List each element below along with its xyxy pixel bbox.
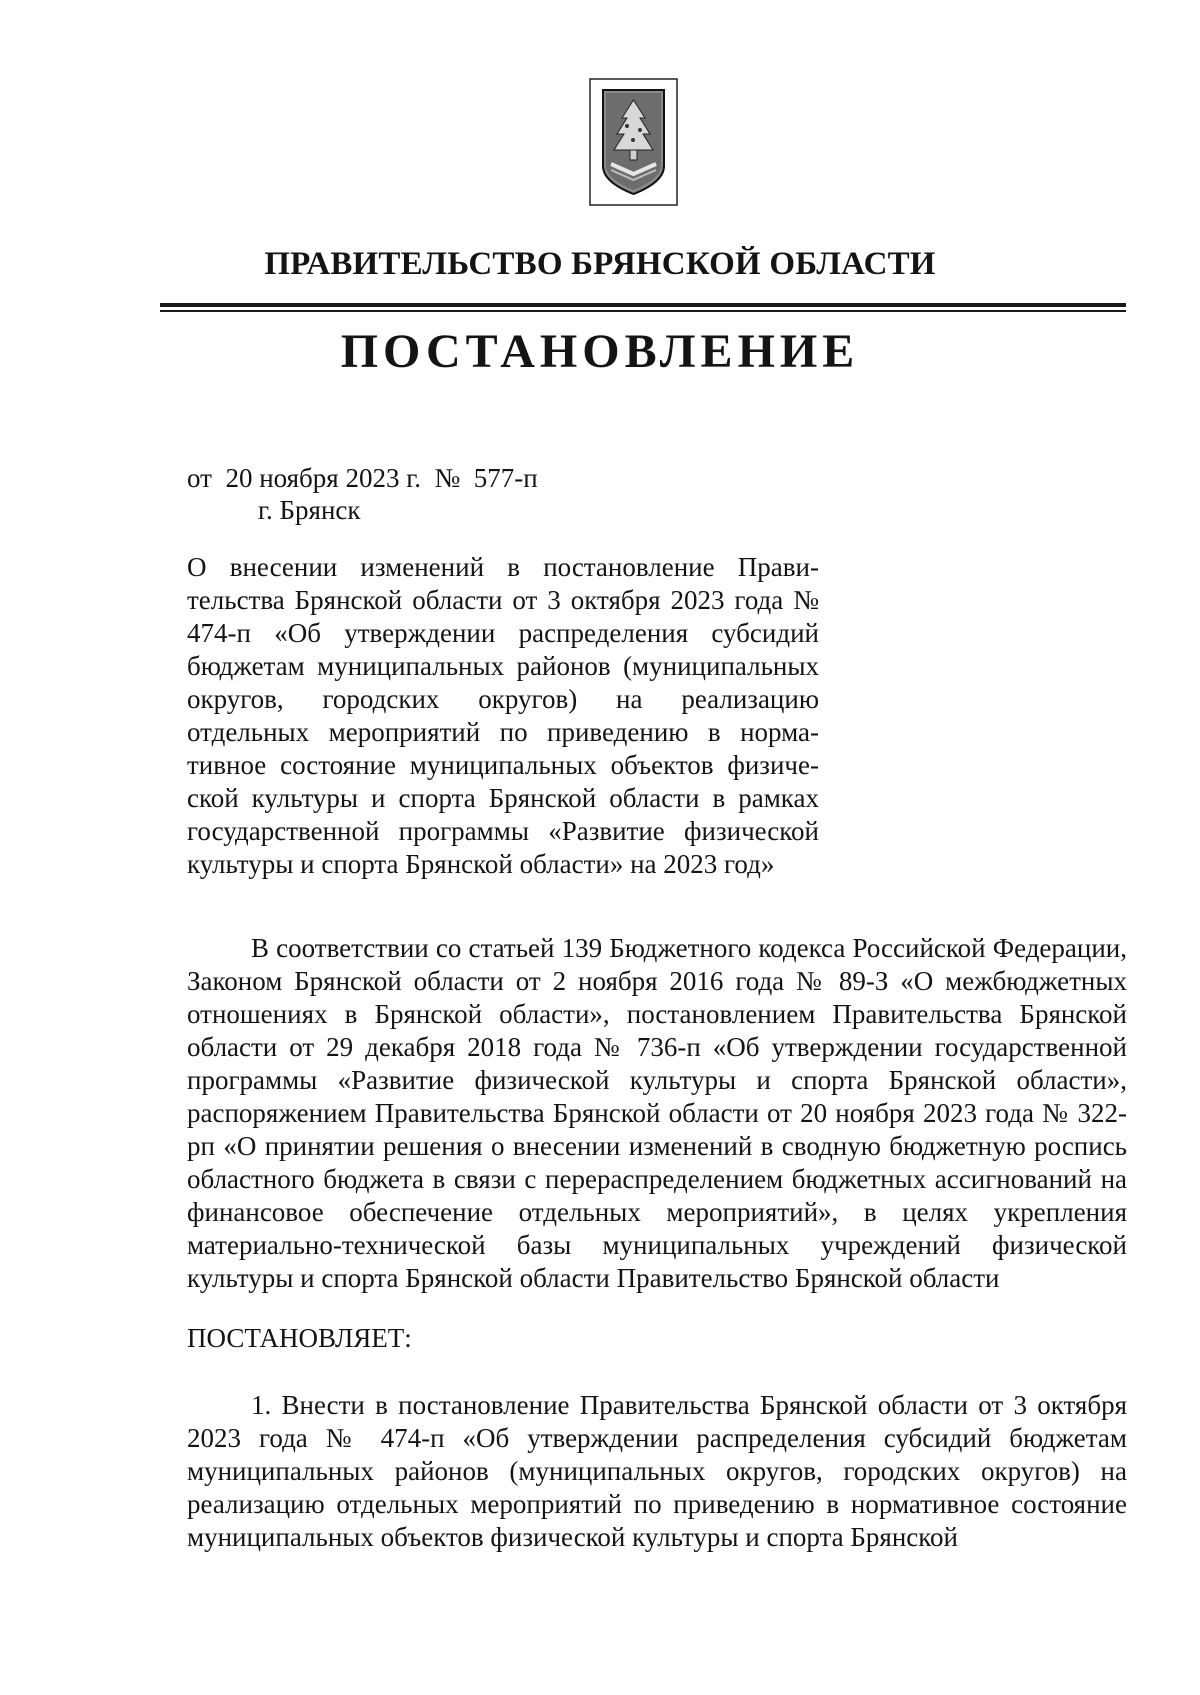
header-rule-thick bbox=[160, 303, 1126, 307]
document-type-title: ПОСТАНОВЛЕНИЕ bbox=[340, 325, 860, 378]
document-date-number: от 20 ноября 2023 г. № 577-п bbox=[187, 463, 538, 493]
preamble-paragraph: В соответствии со статьей 139 Бюджетного кодекса Российской Федерации, Законом Брянской области от 2 ноября 2016 года № 89-З «О межбюджетных отношениях в Брянской области», постановлением Правительства Брянской области от 29 декабря 2018 года № 736-п «Об утверждении государственной программы «Развитие физической культуры и спорта Брянской области», распоряжением Правительства Брянской области от 20 ноября 2023 года № 322-рп «О принятии решения о внесении изменений в сводную бюджетную роспись областного бюджета в связи с перераспределением бюджетных ассигнований на финансовое обеспечение отдельных мероприятий», в целях укрепления материально-технической базы муниципальных учреждений физической культуры и спорта Брянской области Правительство Брянской области bbox=[187, 933, 1127, 1293]
document-city: г. Брянск bbox=[258, 495, 361, 525]
document-subject: О внесении изменений в постановление Правительства Брянской области от 3 октября 2023 года № 474-п «Об утверждении распределения субсидий бюджетам муниципальных районов (муниципальных округов, городских округов) на реализацию отдельных мероприятий по приведению в нормативное состояние муниципальных объектов физической культуры и спорта Брянской области в рамках государственной программы «Развитие физической культуры и спорта Брянской области» на 2023 год» bbox=[187, 552, 819, 879]
organization-title: ПРАВИТЕЛЬСТВО БРЯНСКОЙ ОБЛАСТИ bbox=[264, 246, 936, 282]
header-rule-thin bbox=[160, 310, 1126, 312]
coat-of-arms-icon bbox=[589, 78, 678, 206]
decree-word: ПОСТАНОВЛЯЕТ: bbox=[187, 1323, 412, 1353]
item-1-paragraph: 1. Внести в постановление Правительства Брянской области от 3 октября 2023 года № 474-п «Об утверждении распределения субсидий бюджетам муниципальных районов (муниципальных округов, городских округов) на реализацию отдельных мероприятий по приведению в нормативное состояние муниципальных объектов физической культуры и спорта Брянской bbox=[187, 1390, 1127, 1552]
